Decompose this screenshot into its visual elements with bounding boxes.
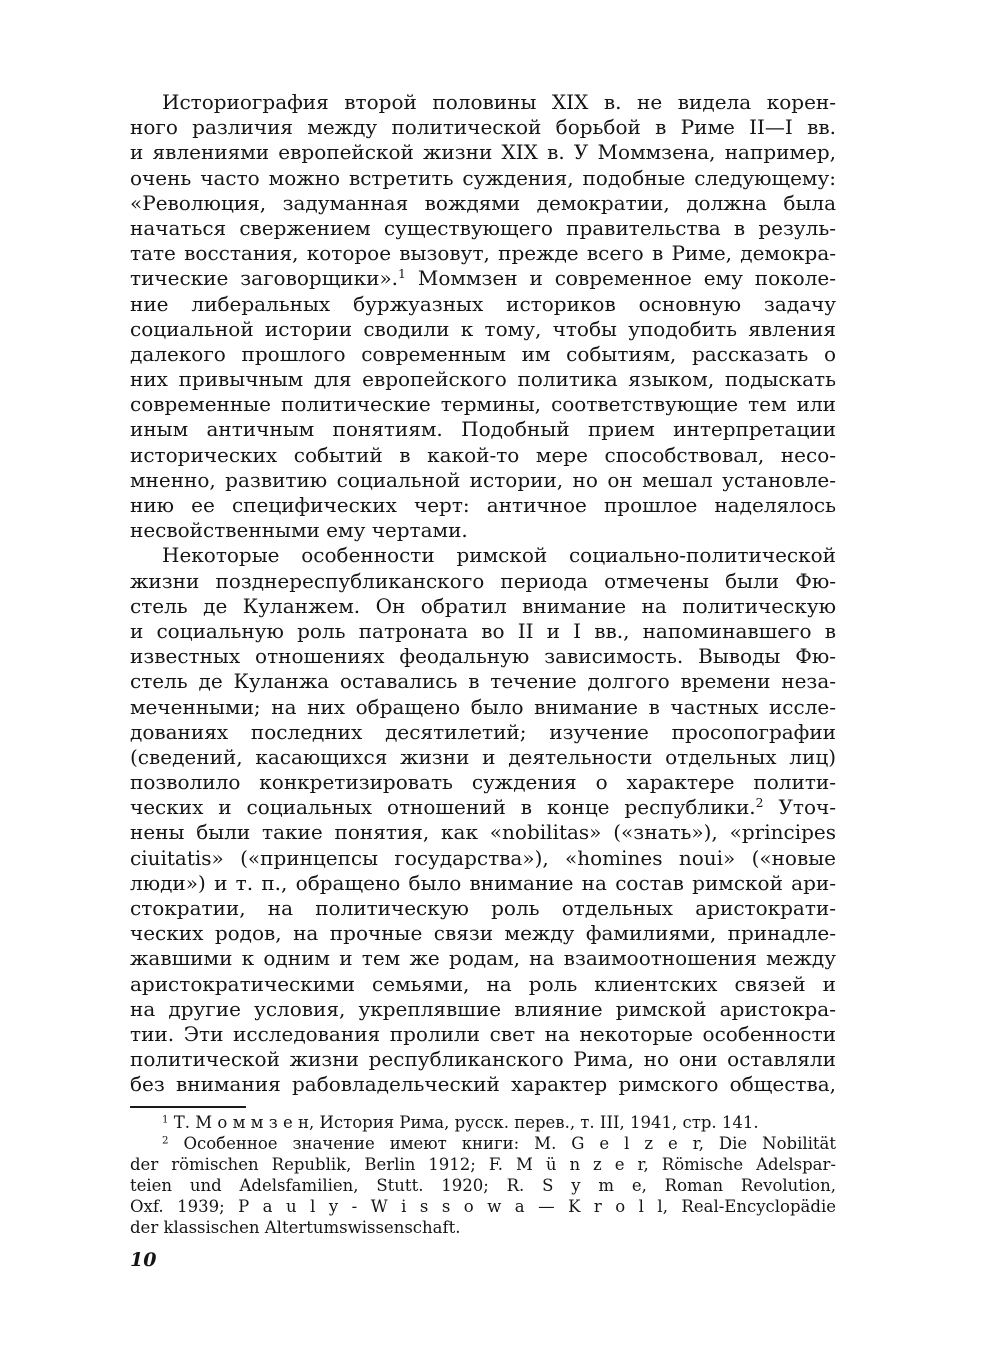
body-line xyxy=(130,216,836,241)
footnote-marker: 2 xyxy=(162,1135,169,1147)
body-text: тии. Эти исследования пролили свет на некоторые особенности xyxy=(130,1021,836,1046)
body-text: стократии, на политическую роль отдельных аристократи- xyxy=(130,896,836,920)
body-text-continued: Уточ- xyxy=(763,795,836,820)
body-line xyxy=(130,720,836,745)
body-line xyxy=(130,166,836,191)
body-line xyxy=(130,191,836,216)
body-text: и явлениями европейской жизни XIX в. У Моммзена, например, xyxy=(130,140,836,165)
body-text: ного различия между политической борьбой в Риме II—I вв. xyxy=(130,115,836,140)
body-text: Некоторые особенности римской социально-политической xyxy=(162,543,836,568)
footnote-marker: 1 xyxy=(162,1114,169,1126)
footnote-line xyxy=(130,1154,836,1175)
body-text: люди») и т. п., обращено было внимание на состав римской ари- xyxy=(130,870,836,895)
body-line xyxy=(130,392,836,417)
body-line xyxy=(130,770,836,795)
body-line xyxy=(130,795,836,820)
body-line xyxy=(130,266,836,291)
body-text: Историография второй половины XIX в. не видела корен- xyxy=(162,90,836,114)
body-text: тические заговорщики». xyxy=(130,266,399,291)
body-text: ческих родов, на прочные связи между фамилиями, принадле- xyxy=(130,921,836,946)
body-text: далекого прошлого современным им событиям, рассказать о xyxy=(130,341,836,366)
body-text: начаться свержением существующего правительства в резуль- xyxy=(130,215,836,240)
body-line xyxy=(130,317,836,342)
body-text: них привычным для европейского политика языком, подыскать xyxy=(130,367,836,392)
body-line xyxy=(130,443,836,468)
footnote-line xyxy=(130,1217,836,1238)
body-text: позволило конкретизировать суждения о характере полити- xyxy=(130,770,836,795)
body-line xyxy=(130,946,836,971)
body-text: нены были такие понятия, как «nobilitas» («знать»), «principes xyxy=(130,820,836,845)
body-text: дованиях последних десятилетий; изучение просопографии xyxy=(130,719,836,744)
footnote-text: teien und Adelsfamilien, Stutt. 1920; R. S y m e, Roman Revolution, xyxy=(130,1176,836,1195)
footnote-text: Oxf. 1939; P a u l y - W i s s o w a — K r o l l, Real-Encyclopädie xyxy=(130,1197,836,1216)
body-text: жавшими к одним и тем же родам, на взаимоотношения между xyxy=(130,946,836,971)
footnote-line xyxy=(130,1133,836,1154)
footnote-text: Т. М о м м з е н, История Рима, русск. перев., т. III, 1941, стр. 141. xyxy=(168,1113,759,1132)
body-line xyxy=(130,493,836,518)
body-text: нию ее специфических черт: античное прошлое наделялось xyxy=(130,493,836,517)
body-line xyxy=(130,1072,836,1097)
body-line xyxy=(130,292,836,317)
body-text: (сведений, касающихся жизни и деятельности отдельных лиц) xyxy=(130,744,836,769)
body-text: меченными; на них обращено было внимание в частных иссле- xyxy=(130,694,836,719)
body-line xyxy=(130,695,836,720)
body-text: тате восстания, которое вызовут, прежде всего в Риме, демокра- xyxy=(130,241,836,266)
body-text: ческих и социальных отношений в конце республики. xyxy=(130,795,756,820)
footnote-text: der römischen Republik, Berlin 1912; F. M ü n z e r, Römische Adelspar- xyxy=(130,1155,836,1174)
body-line xyxy=(130,115,836,140)
body-line xyxy=(130,644,836,669)
body-line xyxy=(130,619,836,644)
page-number: 10 xyxy=(130,1249,157,1271)
body-text: политической жизни республиканского Рима, но они оставляли xyxy=(130,1047,836,1072)
body-line xyxy=(130,594,836,619)
body-line xyxy=(130,972,836,997)
body-line xyxy=(130,1047,836,1072)
body-line xyxy=(130,140,836,165)
footnote-reference: 1 xyxy=(398,266,406,282)
body-line xyxy=(130,846,836,871)
body-line xyxy=(130,921,836,946)
body-text-continued: Моммзен и современное ему поколе- xyxy=(405,266,836,291)
body-text: несвойственными ему чертами. xyxy=(130,518,468,543)
body-text: известных отношениях феодальную зависимость. Выводы Фю- xyxy=(130,644,836,669)
body-line xyxy=(130,1022,836,1047)
body-text: ние либеральных буржуазных историков основную задачу xyxy=(130,291,836,316)
body-text: и социальную роль патроната во II и I вв., напоминавшего в xyxy=(130,618,836,643)
body-text: стель де Куланжа оставались в течение долгого времени неза- xyxy=(130,669,836,694)
body-text: ciuitatis» («принцепсы государства»), «homines noui» («новые xyxy=(130,845,836,870)
body-line xyxy=(130,745,836,770)
body-line xyxy=(130,468,836,493)
body-line xyxy=(130,997,836,1022)
body-text: «Революция, задуманная вождями демократии, должна была xyxy=(130,190,836,215)
body-text: социальной истории сводили к тому, чтобы уподобить явления xyxy=(130,316,836,341)
body-line xyxy=(130,241,836,266)
body-text: на другие условия, укреплявшие влияние римской аристокра- xyxy=(130,996,836,1021)
footnote-text: der klassischen Altertumswissenschaft. xyxy=(130,1218,461,1237)
footnote-text: Особенное значение имеют книги: M. G e l z e r, Die Nobilität xyxy=(168,1134,836,1153)
body-text: стель де Куланжем. Он обратил внимание на политическую xyxy=(130,593,836,618)
body-text: современные политические термины, соответствующие тем или xyxy=(130,392,836,417)
body-text: исторических событий в какой-то мере способствовал, несо- xyxy=(130,442,836,467)
body-line xyxy=(130,90,836,115)
body-line xyxy=(130,896,836,921)
body-text: иным античным понятиям. Подобный прием интерпретации xyxy=(130,417,836,442)
body-line xyxy=(130,569,836,594)
body-line xyxy=(130,367,836,392)
footnote-line xyxy=(130,1175,836,1196)
body-text: без внимания рабовладельческий характер римского общества, xyxy=(130,1072,836,1097)
footnote-line xyxy=(130,1196,836,1217)
main-text xyxy=(130,90,836,1098)
body-line xyxy=(130,342,836,367)
body-line xyxy=(130,543,836,568)
footnote-separator xyxy=(130,1106,246,1108)
body-text: жизни позднереспубликанского периода отмечены были Фю- xyxy=(130,568,836,593)
body-line xyxy=(130,871,836,896)
footnotes xyxy=(130,1112,836,1238)
body-line xyxy=(130,518,836,543)
body-line xyxy=(130,669,836,694)
body-text: мненно, развитию социальной истории, но он мешал установле- xyxy=(130,467,836,492)
body-line xyxy=(130,417,836,442)
footnote-line xyxy=(130,1112,836,1133)
body-text: аристократическими семьями, на роль клиентских связей и xyxy=(130,971,836,996)
body-line xyxy=(130,820,836,845)
footnote-reference: 2 xyxy=(755,795,764,811)
body-text: очень часто можно встретить суждения, подобные следующему: xyxy=(130,165,836,190)
